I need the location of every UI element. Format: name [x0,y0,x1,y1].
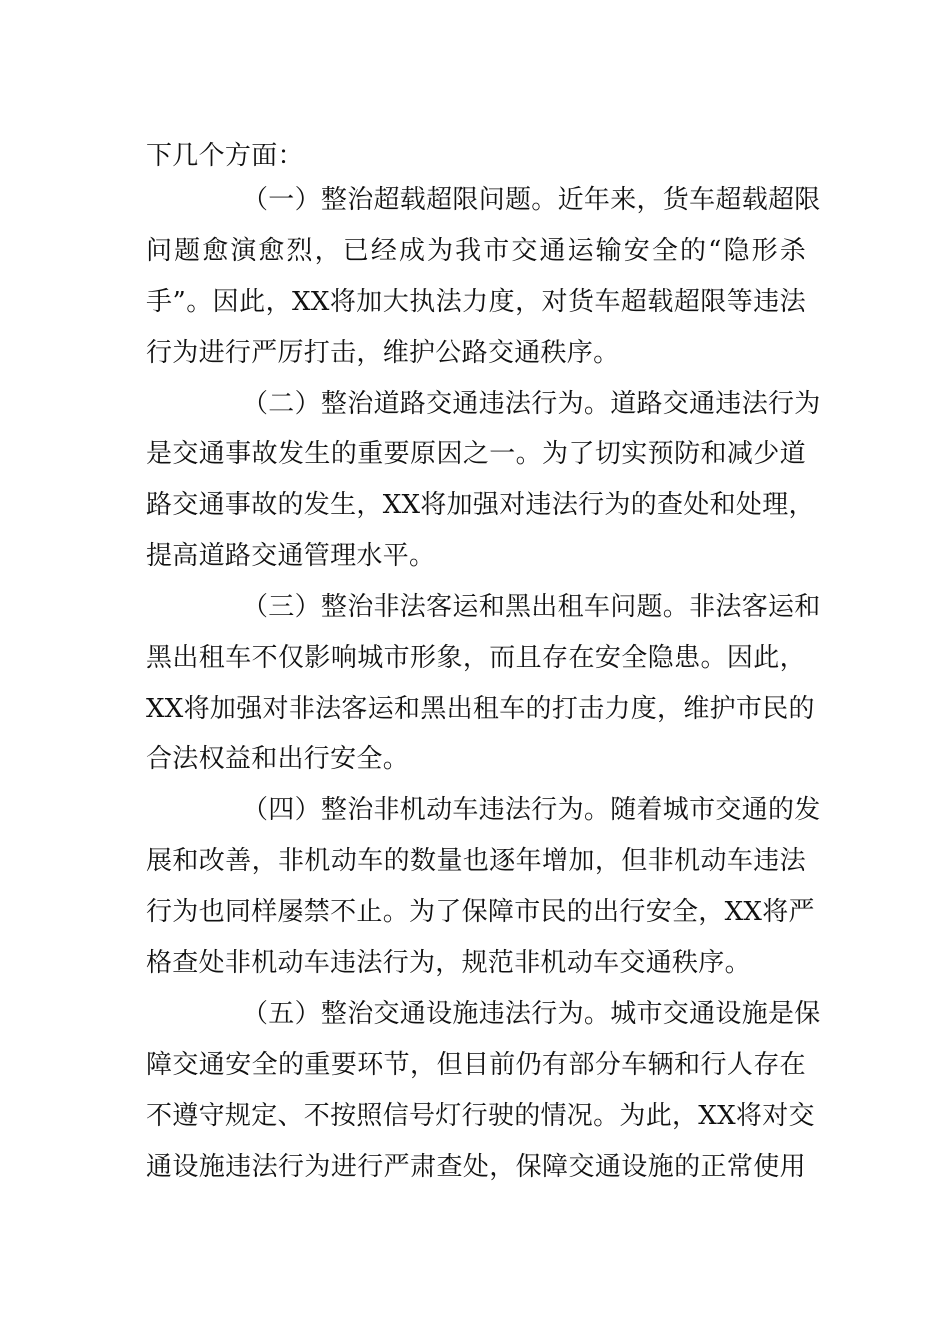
text-line: 通设施违法行为进行严肃查处，保障交通设施的正常使用 [146,1152,806,1182]
text-line: 行为进行严厉打击，维护公路交通秩序。 [146,338,620,368]
text-line: 黑出租车不仅影响城市形象，而且存在安全隐患。因此， [146,643,806,673]
text-line: 障交通安全的重要环节，但目前仍有部分车辆和行人存在 [146,1050,806,1080]
text-line: 下几个方面： [146,141,304,171]
text-line: 合法权益和出行安全。 [146,744,410,774]
text-line: 路交通事故的发生，XX将加强对违法行为的查处和处理， [146,490,815,520]
text-line: （三）整治非法客运和黑出租车问题。非法客运和 [242,592,821,622]
text-line: 展和改善，非机动车的数量也逐年增加，但非机动车违法 [146,846,806,876]
text-line: 手”。因此，XX将加大执法力度，对货车超载超限等违法 [146,287,806,317]
text-line: 问题愈演愈烈，已经成为我市交通运输安全的“隐形杀 [146,236,806,266]
text-line: 是交通事故发生的重要原因之一。为了切实预防和减少道 [146,439,806,469]
text-line: XX将加强对非法客运和黑出租车的打击力度，维护市民的 [146,694,815,724]
text-line: （一）整治超载超限问题。近年来，货车超载超限 [242,185,821,215]
text-line: 行为也同样屡禁不止。为了保障市民的出行安全，XX将严 [146,897,815,927]
text-line: 不遵守规定、不按照信号灯行驶的情况。为此，XX将对交 [146,1101,815,1131]
text-line: 格查处非机动车违法行为，规范非机动车交通秩序。 [146,948,751,978]
text-line: 提高道路交通管理水平。 [146,541,436,571]
text-line: （四）整治非机动车违法行为。随着城市交通的发 [242,795,821,825]
text-line: （五）整治交通设施违法行为。城市交通设施是保 [242,999,821,1029]
text-line: （二）整治道路交通违法行为。道路交通违法行为 [242,389,821,419]
